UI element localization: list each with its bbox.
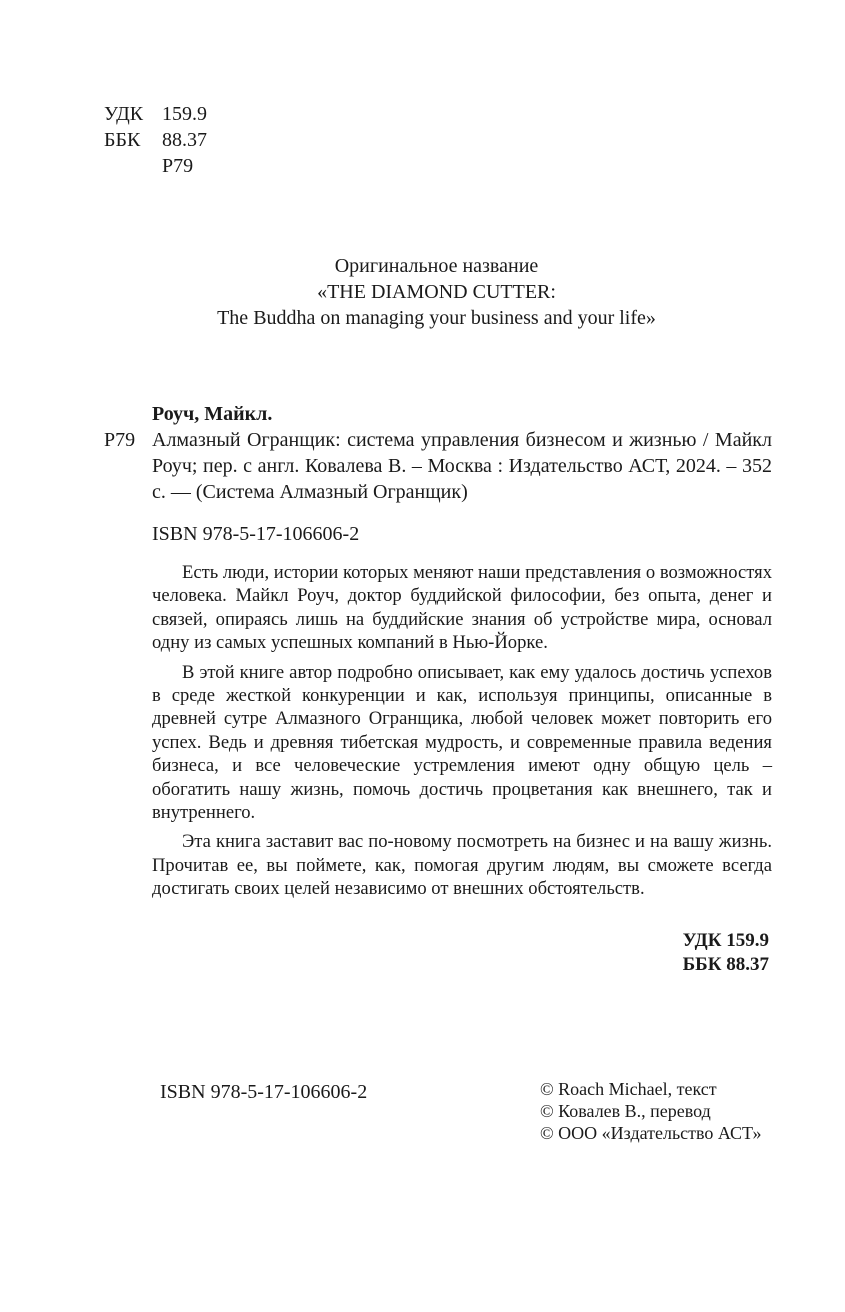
- udk-label: УДК: [104, 103, 144, 125]
- udk-bold: УДК 159.9: [682, 930, 769, 951]
- record-text: Алмазный Огранщик: система управления бизнесом и жизнью / Майкл Роуч; пер. с англ. Ковалева В. – Москва : Издательство АСТ, 2024. – 352 с. — (Система Алмазный Огранщик): [152, 429, 772, 503]
- bbk-value: 88.37: [162, 129, 207, 151]
- bibliographic-record: [104, 401, 772, 547]
- bbk-row: [104, 127, 207, 153]
- original-title-subtitle: The Buddha on managing your business and your life»: [217, 307, 656, 329]
- author-mark: Р79: [162, 155, 194, 177]
- author-heading: Роуч, Майкл.: [152, 403, 273, 425]
- annotation-paragraph-2: В этой книге автор подробно описывает, как ему удалось достичь успехов в среде жесткой конкуренции и как, используя принципы, описанные в древней сутре Алмазного Огранщика, любой человек может повторить его успех. Ведь и древняя тибетская мудрость, и современные правила ведения бизнеса, и все человеческие устремления имеют одну общую цель – обогатить нашу жизнь, помочь достичь процветания как внешнего, так и внутреннего.: [152, 661, 772, 824]
- annotation-paragraph-1: Есть люди, истории которых меняют наши представления о возможностях человека. Майкл Роуч, доктор буддийской философии, без опыта, денег и связей, опираясь лишь на буддийские знания об устройстве мира, основал одну из самых успешных компаний в Нью-Йорке.: [152, 562, 772, 654]
- original-title-main: «THE DIAMOND CUTTER:: [317, 281, 556, 303]
- record-code: Р79: [104, 429, 136, 451]
- original-title-block: [104, 253, 769, 331]
- classification-bold: [683, 929, 769, 977]
- record-isbn: ISBN 978-5-17-106606-2: [152, 523, 360, 545]
- copyright-author: © Roach Michael, текст: [540, 1079, 717, 1099]
- udk-row: [104, 101, 207, 127]
- bbk-bold: ББК 88.37: [682, 954, 769, 975]
- footer-isbn: ISBN 978-5-17-106606-2: [160, 1081, 368, 1103]
- record-entry: [104, 427, 772, 505]
- annotation-paragraph-3: Эта книга заставит вас по-новому посмотреть на бизнес и на вашу жизнь. Прочитав ее, вы поймете, как, помогая другим людям, вы сможете всегда достигать своих целей независимо от внешних обстоятельств.: [152, 831, 772, 900]
- copyright-translator: © Ковалев В., перевод: [540, 1101, 711, 1121]
- classification-codes: [104, 101, 207, 179]
- original-title-caption: Оригинальное название: [334, 255, 539, 277]
- annotation: [152, 561, 772, 907]
- bbk-label: ББК: [104, 129, 141, 151]
- copyright-block: [540, 1078, 762, 1144]
- copyright-publisher: © ООО «Издательство АСТ»: [540, 1123, 762, 1143]
- udk-value: 159.9: [162, 103, 207, 125]
